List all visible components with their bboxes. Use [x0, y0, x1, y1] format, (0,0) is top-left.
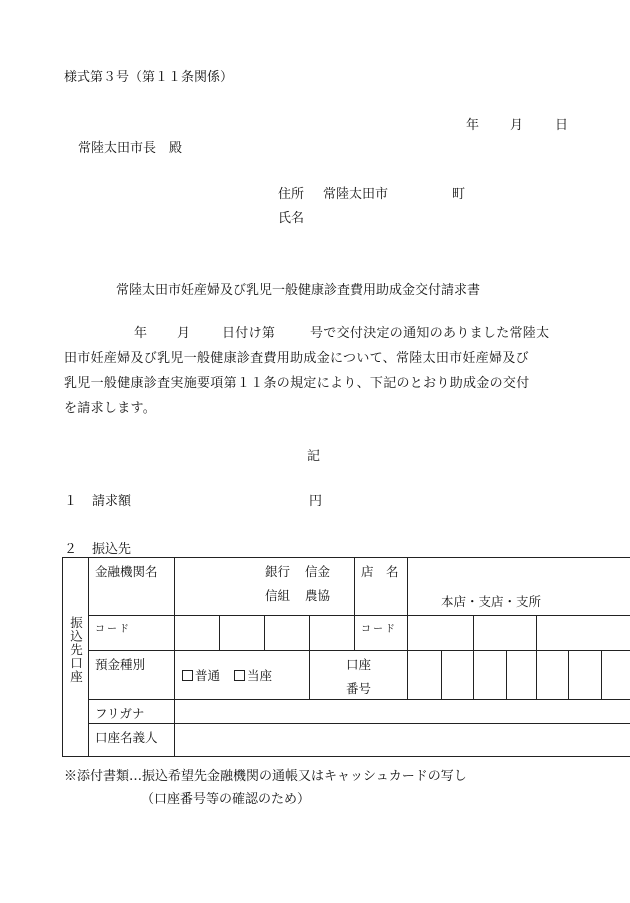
- deposit-option-futsu[interactable]: [182, 668, 224, 683]
- item-2-label: 振込先: [92, 542, 132, 557]
- account-number-label-cell: [310, 651, 408, 700]
- name-label: 氏名: [278, 211, 305, 226]
- body-year: 年: [134, 326, 148, 341]
- town-suffix: 町: [452, 187, 466, 202]
- body-line-3: 乳児一般健康診査実施要項第１１条の規定により、下記のとおり助成金の交付: [64, 376, 530, 391]
- deposit-option-futsu-label: 普通: [195, 668, 221, 683]
- body-line-2: 田市妊産婦及び乳児一般健康診査費用助成金について、常陸太田市妊産婦及び: [64, 351, 529, 366]
- account-digit-3[interactable]: [474, 651, 507, 700]
- date-year: 年: [466, 118, 480, 133]
- account-digit-5[interactable]: [537, 651, 569, 700]
- body-day-no: 日付け第: [222, 326, 276, 341]
- addressee: 常陸太田市長 殿: [78, 141, 183, 156]
- attachment-note-sub: （口座番号等の確認のため）: [141, 792, 311, 807]
- address-label: 住所: [278, 187, 305, 202]
- form-number: 様式第３号（第１１条関係）: [64, 70, 234, 85]
- code-label-1: コード: [95, 624, 131, 635]
- item-2-number: ２: [64, 542, 78, 557]
- document-title: 常陸太田市妊産婦及び乳児一般健康診査費用助成金交付請求書: [116, 283, 481, 298]
- account-digit-7[interactable]: [602, 651, 630, 700]
- side-label-cell: [63, 558, 89, 757]
- transfer-account-table: [62, 557, 630, 757]
- body-line-4: を請求します。: [64, 401, 157, 416]
- account-label-1: 口座: [345, 657, 371, 672]
- furigana-label-cell: [89, 700, 175, 724]
- institution-name-cell[interactable]: [175, 558, 355, 616]
- deposit-option-toza-label: 当座: [247, 668, 273, 683]
- attachment-note: ※添付書類…振込希望先金融機関の通帳又はキャッシュカードの写し: [64, 769, 467, 784]
- branch-types: 本店・支店・支所: [441, 594, 542, 609]
- code-label-cell-2: [355, 616, 408, 651]
- deposit-type-options: [175, 651, 310, 700]
- institution-label-cell: [89, 558, 175, 616]
- branch-code-digit-1[interactable]: [408, 616, 474, 651]
- item-1-label: 請求額: [92, 494, 132, 509]
- date-month: 月: [510, 118, 524, 133]
- body-month: 月: [177, 326, 191, 341]
- institution-label: 金融機関名: [95, 564, 158, 579]
- holder-label-cell: [89, 724, 175, 757]
- holder-label: 口座名義人: [95, 730, 158, 745]
- address-value: 常陸太田市: [323, 187, 389, 202]
- bank-type-nokyo: 農協: [305, 588, 331, 603]
- body-line-1: [64, 321, 584, 346]
- deposit-type-label-cell: [89, 651, 175, 700]
- holder-name-input[interactable]: [175, 724, 630, 757]
- account-digit-6[interactable]: [569, 651, 602, 700]
- side-label: 振込先口座: [68, 616, 84, 684]
- bank-code-digit-4[interactable]: [310, 616, 355, 651]
- account-digit-1[interactable]: [408, 651, 442, 700]
- ki-marker: 記: [307, 449, 321, 464]
- bank-code-digit-2[interactable]: [220, 616, 265, 651]
- date-day: 日: [555, 118, 569, 133]
- bank-type-shinkumi: 信組: [265, 588, 291, 603]
- account-label-2: 番号: [345, 681, 371, 696]
- branch-name-cell[interactable]: [408, 558, 630, 616]
- furigana-input[interactable]: [175, 700, 630, 724]
- deposit-type-label: 預金種別: [95, 657, 146, 672]
- checkbox-toza[interactable]: [234, 670, 245, 681]
- branch-label: 店 名: [361, 564, 399, 579]
- bank-code-digit-3[interactable]: [265, 616, 310, 651]
- request-body: [64, 321, 584, 421]
- branch-code-digit-3[interactable]: [537, 616, 630, 651]
- bank-type-shinkin: 信金: [305, 564, 331, 579]
- branch-label-cell: [355, 558, 408, 616]
- account-digit-4[interactable]: [507, 651, 537, 700]
- bank-type-bank: 銀行: [265, 564, 291, 579]
- account-digit-2[interactable]: [442, 651, 474, 700]
- furigana-label: フリガナ: [95, 706, 145, 721]
- body-issue-text: 号で交付決定の通知のありました常陸太: [310, 326, 550, 341]
- bank-code-digit-1[interactable]: [175, 616, 220, 651]
- checkbox-futsu[interactable]: [182, 670, 193, 681]
- item-1-number: １: [64, 494, 78, 509]
- code-label-2: コード: [361, 624, 397, 635]
- deposit-option-toza[interactable]: [234, 668, 272, 683]
- code-label-cell-1: [89, 616, 175, 651]
- item-1-unit: 円: [309, 494, 323, 509]
- branch-code-digit-2[interactable]: [474, 616, 537, 651]
